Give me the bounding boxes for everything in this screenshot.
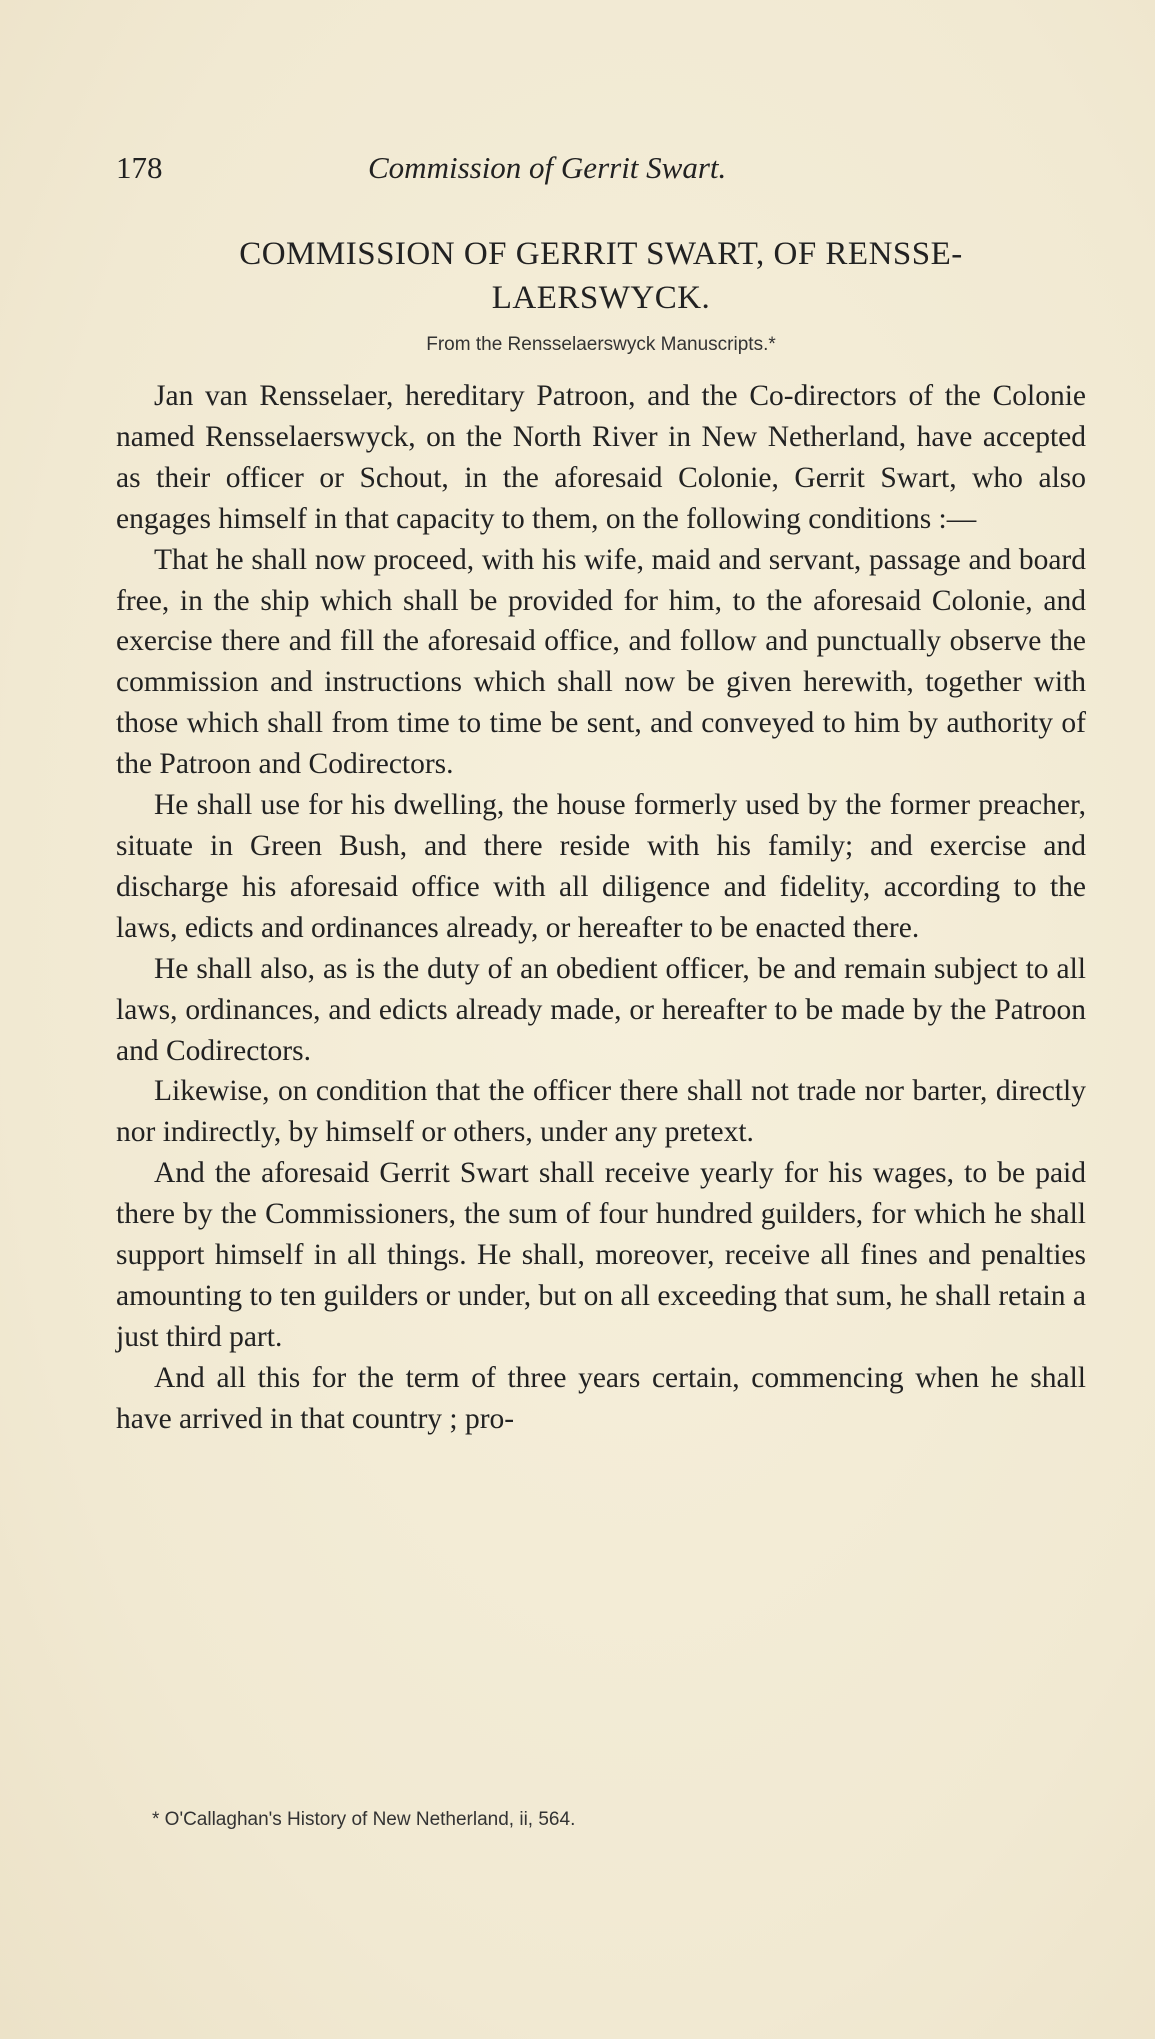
paragraph: Likewise, on condition that the officer there shall not trade nor barter, directly nor indirectly, by himself or others, under any pretext. [116, 1075, 1086, 1149]
paragraph: He shall use for his dwelling, the house formerly used by the former preacher, situate in Green Bush, and there reside with his family; and exercise and discharge his aforesaid office with all diligence and fidelity, according to the laws, edicts and ordinances already, or hereafter to be enacted there. [116, 789, 1086, 944]
paragraph: And the aforesaid Gerrit Swart shall receive yearly for his wages, to be paid there by the Commissioners, the sum of four hundred guilders, for which he shall support himself in all things. He shall, moreover, receive all fines and penalties amounting to ten guilders or under, but on all exceeding that sum, he shall retain a just third part. [116, 1157, 1086, 1353]
body-text [116, 376, 1086, 1440]
running-title: Commission of Gerrit Swart. [368, 150, 727, 185]
footnote: * O'Callaghan's History of New Netherland, ii, 564. [152, 1809, 576, 1830]
paragraph: He shall also, as is the duty of an obedient officer, be and remain subject to all laws, ordinances, and edicts already made, or hereafter to be made by the Patroon and Codirectors. [116, 952, 1086, 1067]
paragraph: That he shall now proceed, with his wife, maid and servant, passage and board free, in the ship which shall be provided for him, to the aforesaid Colonie, and exercise there and fill the aforesaid office, and follow and punctually observe the commission and instructions which shall now be given herewith, together with those which shall from time to time be sent, and conveyed to him by authority of the Patroon and Codirectors. [116, 543, 1086, 781]
title-line-1: COMMISSION OF GERRIT SWART, OF RENSSE- [239, 236, 963, 272]
running-header [116, 150, 1036, 196]
paragraph: And all this for the term of three years certain, commencing when he shall have arrived in that country ; pro- [116, 1361, 1086, 1435]
document-title [116, 232, 1086, 320]
source-note: From the Rensselaerswyck Manuscripts.* [426, 334, 776, 355]
page-number: 178 [116, 150, 163, 185]
paragraph: Jan van Rensselaer, hereditary Patroon, and the Co-directors of the Colonie named Rensselaerswyck, on the North River in New Netherland, have accepted as their officer or Schout, in the aforesaid Colonie, Gerrit Swart, who also engages himself in that capacity to them, on the following conditions :— [116, 380, 1086, 535]
title-line-2: LAERSWYCK. [491, 280, 711, 316]
